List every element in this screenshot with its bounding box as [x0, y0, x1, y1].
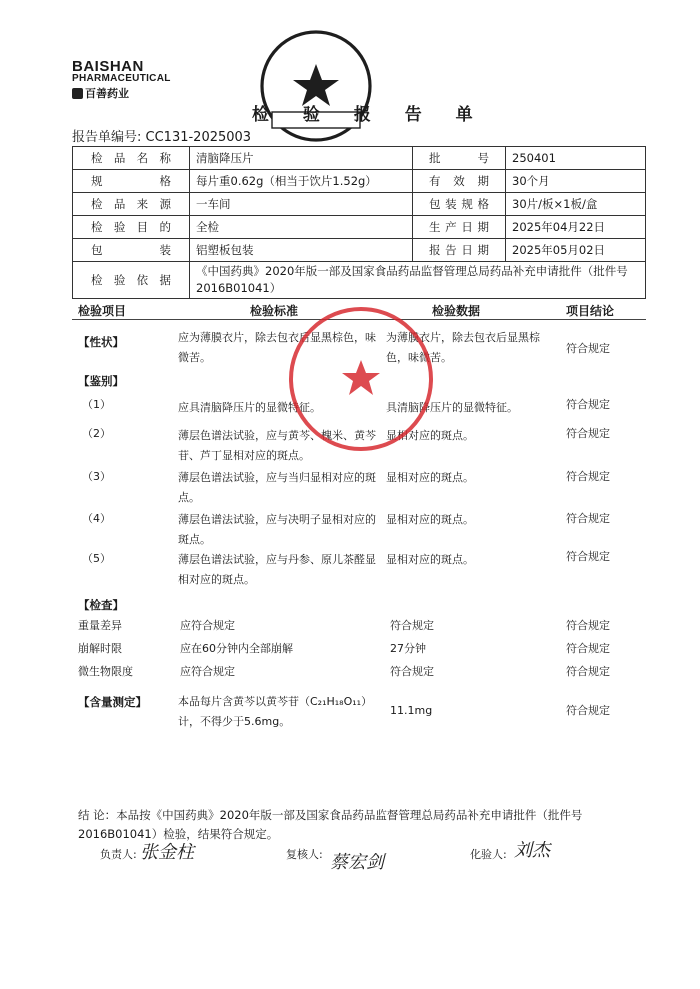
table-row	[73, 262, 646, 299]
character-data: 为薄膜衣片，除去包衣后显黑棕色，味微苦。	[386, 331, 540, 364]
assay-standard: 本品每片含黄芩以黄芩苷（C₂₁H₁₈O₁₁）计，不得少于5.6mg。	[178, 695, 373, 728]
conclusion-text: 结 论：本品按《中国药典》2020年版一部及国家食品药品监督管理总局药品补充申请批件（批件号2016B01041）检验，结果符合规定。	[78, 808, 583, 841]
assay-result: 符合规定	[566, 704, 610, 717]
product-name-label: 检品名称	[73, 147, 190, 170]
report-date-label: 报告日期	[413, 239, 506, 262]
identification-4-standard: 薄层色谱法试验，应与决明子显相对应的斑点。	[178, 513, 376, 546]
packaging-value: 铝塑板包装	[190, 239, 413, 262]
identification-1-no: （1）	[82, 398, 111, 411]
pack-spec-value: 30片/板×1板/盒	[506, 193, 646, 216]
identification-5-data: 显相对应的斑点。	[386, 553, 474, 566]
validity-value: 30个月	[506, 170, 646, 193]
tester-signature: 刘杰	[514, 840, 550, 861]
identification-4-data: 显相对应的斑点。	[386, 513, 474, 526]
logo-text-cn: 百善药业	[85, 87, 129, 100]
table-row	[73, 239, 646, 262]
identification-5-no: （5）	[82, 552, 111, 565]
identification-4-result: 符合规定	[566, 512, 610, 525]
identification-3-no: （3）	[82, 470, 111, 483]
identification-5-result: 符合规定	[566, 550, 610, 563]
reviewer-label: 复核人:	[286, 848, 323, 861]
lead-signature: 张金柱	[140, 842, 194, 863]
identification-3-result: 符合规定	[566, 470, 610, 483]
reviewer-signature: 蔡宏剑	[330, 852, 384, 873]
table-row	[73, 170, 646, 193]
purpose-value: 全检	[190, 216, 413, 239]
microbial-data: 符合规定	[390, 665, 434, 678]
report-date-value: 2025年05月02日	[506, 239, 646, 262]
logo-text-en: BAISHAN	[72, 58, 144, 75]
assay-data: 11.1mg	[390, 704, 433, 717]
spec-value: 每片重0.62g（相当于饮片1.52g）	[190, 170, 413, 193]
company-seal-stamp	[252, 28, 380, 146]
column-header-data: 检验数据	[432, 304, 481, 318]
disintegration-data: 27分钟	[390, 642, 426, 655]
table-row	[73, 147, 646, 170]
product-info-table	[72, 146, 646, 299]
company-logo	[72, 85, 129, 101]
identification-2-standard: 薄层色谱法试验，应与黄芩、槐米、黄芩苷、芦丁显相对应的斑点。	[178, 429, 376, 462]
character-standard: 应为薄膜衣片，除去包衣后显黑棕色，味微苦。	[178, 331, 376, 364]
section-assay: 【含量测定】	[78, 695, 147, 709]
section-identification: 【鉴别】	[78, 374, 124, 388]
identification-4-no: （4）	[82, 512, 111, 525]
identification-3-standard: 薄层色谱法试验，应与当归显相对应的斑点。	[178, 471, 376, 504]
disintegration-standard: 应在60分钟内全部崩解	[180, 642, 293, 655]
identification-3-data: 显相对应的斑点。	[386, 471, 474, 484]
identification-1-data: 具清脑降压片的显微特征。	[386, 401, 518, 414]
section-check: 【检查】	[78, 598, 124, 612]
microbial-result: 符合规定	[566, 665, 610, 678]
disintegration-item: 崩解时限	[78, 642, 122, 655]
weight-result: 符合规定	[566, 619, 610, 632]
identification-2-data: 显相对应的斑点。	[386, 429, 474, 442]
spec-label: 规格	[73, 170, 190, 193]
table-row	[73, 193, 646, 216]
microbial-standard: 应符合规定	[180, 665, 235, 678]
batch-label: 批号	[413, 147, 506, 170]
purpose-label: 检验目的	[73, 216, 190, 239]
lead-label: 负责人:	[100, 848, 137, 861]
weight-item: 重量差异	[78, 619, 122, 632]
column-header-conclusion: 项目结论	[566, 304, 615, 318]
packaging-label: 包装	[73, 239, 190, 262]
section-character: 【性状】	[78, 335, 124, 349]
table-row	[73, 216, 646, 239]
document-title: 检 验 报 告 单	[252, 105, 487, 125]
logo-text-en-sub: PHARMACEUTICAL	[72, 73, 171, 84]
identification-2-no: （2）	[82, 427, 111, 440]
logo-mark-icon	[72, 88, 83, 99]
column-header-standard: 检验标准	[250, 304, 299, 318]
source-label: 检品来源	[73, 193, 190, 216]
character-result: 符合规定	[566, 342, 610, 355]
basis-label: 检验依据	[73, 262, 190, 299]
quality-dept-seal-stamp	[286, 304, 436, 454]
identification-5-standard: 薄层色谱法试验，应与丹参、原儿茶醛显相对应的斑点。	[178, 553, 376, 586]
batch-value: 250401	[506, 147, 646, 170]
microbial-item: 微生物限度	[78, 665, 133, 678]
pack-spec-label: 包装规格	[413, 193, 506, 216]
identification-1-result: 符合规定	[566, 398, 610, 411]
report-number: 报告单编号: CC131-2025003	[72, 130, 252, 145]
production-date-label: 生产日期	[413, 216, 506, 239]
product-name-value: 清脑降压片	[190, 147, 413, 170]
source-value: 一车间	[190, 193, 413, 216]
validity-label: 有效期	[413, 170, 506, 193]
weight-data: 符合规定	[390, 619, 434, 632]
disintegration-result: 符合规定	[566, 642, 610, 655]
identification-1-standard: 应具清脑降压片的显微特征。	[178, 401, 321, 414]
tester-label: 化验人:	[470, 848, 507, 861]
basis-value: 《中国药典》2020年版一部及国家食品药品监督管理总局药品补充申请批件（批件号2016B01041）	[190, 262, 646, 299]
production-date-value: 2025年04月22日	[506, 216, 646, 239]
weight-standard: 应符合规定	[180, 619, 235, 632]
identification-2-result: 符合规定	[566, 427, 610, 440]
column-header-item: 检验项目	[78, 304, 127, 318]
